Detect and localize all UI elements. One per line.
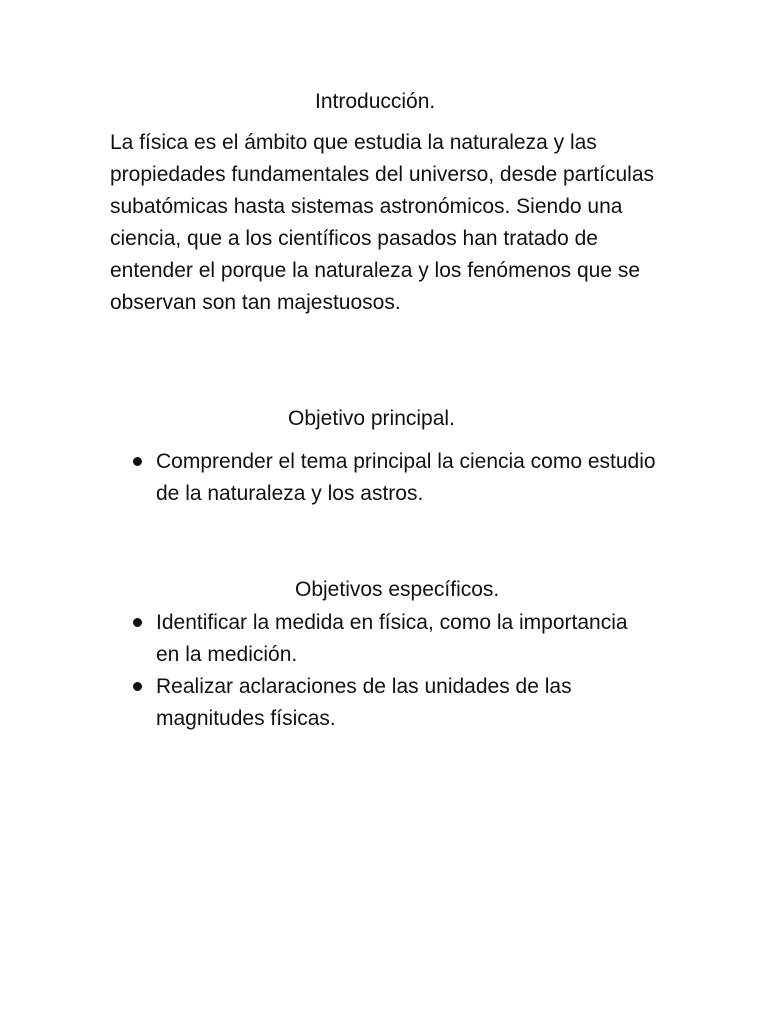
list-item xyxy=(0,607,656,671)
main-objective-heading: Objetivo principal. xyxy=(288,407,455,430)
introduction-heading: Introducción. xyxy=(315,90,436,113)
specific-objective-item-text: Identificar la medida en física, como la importancia en la medición. xyxy=(156,611,628,666)
main-objective-item-text: Comprender el tema principal la ciencia como estudio de la naturaleza y los astros. xyxy=(156,450,656,505)
list-item xyxy=(0,446,656,510)
bullet-icon xyxy=(133,457,142,466)
specific-objectives-list xyxy=(0,607,656,735)
specific-objective-item-text: Realizar aclaraciones de las unidades de las magnitudes físicas. xyxy=(156,675,572,730)
main-objective-list xyxy=(0,446,656,510)
list-item xyxy=(0,671,656,735)
specific-objectives-heading: Objetivos específicos. xyxy=(295,578,500,601)
bullet-icon xyxy=(133,682,142,691)
introduction-paragraph: La física es el ámbito que estudia la naturaleza y las propiedades fundamentales del universo, desde partículas subatómicas hasta sistemas astronómicos. Siendo una ciencia, que a los científicos pasados han tratado de entender el porque la naturaleza y los fenómenos que se observan son tan majestuosos. xyxy=(110,131,655,314)
bullet-icon xyxy=(133,618,142,627)
